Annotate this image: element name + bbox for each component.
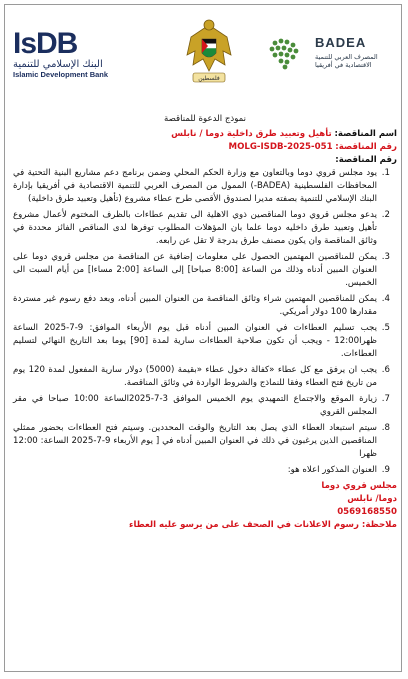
tender-notice [13, 113, 397, 532]
doc-subtitle: نموذج الدعوة للمناقصة [163, 114, 247, 124]
isdb-arabic-name: البنك الإسلامي للتنمية [13, 59, 103, 70]
council-name: مجلس قروي دوما [321, 481, 397, 491]
isdb-english-name: Islamic Development Bank [13, 70, 109, 79]
badea-map-icon [263, 33, 307, 73]
isdb-logo [13, 27, 133, 79]
list-item: 5. يجب تسليم العطاءات في العنوان المبين أدناه قبل يوم الأربعاء الموافق: 9-7-2025 الساعة ظهرا12:00 - ويجب أن تكون صلاحية العطاءات سارية لمدة [90] يوما بعد التاريخ النهائي لتسليم العطاءات. [13, 322, 379, 361]
isdb-abbrev: IsDB [13, 27, 78, 60]
tender-number-label: رقم المناقصة: [335, 142, 397, 152]
tender-number-line-2 [13, 154, 397, 167]
list-item: 4. يمكن للمناقصين المهتمين شراء وثائق المناقصة من العنوان المبين أدناه، وبعد دفع رسوم غير مستردة مقدارها 100 دولار أمريكي. [13, 293, 379, 319]
tender-number-value: MOLG-ISDB-2025-051 [228, 142, 333, 152]
tender-name-value: تأهيل وتعبيد طرق داخلية دوما / نابلس [171, 129, 332, 139]
emblem-caption: فلسطين [198, 75, 220, 82]
list-item: 7. زيارة الموقع والاجتماع التمهيدي يوم الخميس الموافق 3-7-2025الساعة 10:00 صباحا في مقر المجلس القروي [13, 393, 379, 419]
header [5, 5, 403, 113]
list-item: 6. يجب ان يرفق مع كل عطاء «كفالة دخول عطاء «بقيمة (5000) دولار سارية المفعول لمدة 120 يوم من تاريخ فتح العطاء وفقا للنماذج والشروط الواردة في وثائق المناقصة. [13, 364, 379, 390]
palestine-emblem-icon [181, 15, 237, 89]
list-item: 8. سيتم استبعاد العطاء الذي يصل بعد التاريخ والوقت المحددين. وسيتم فتح العطاءات بحضور ممثلي المناقصين الذين يرغبون في ذلك في العنوان المبين أدناه في [ يوم الأربعاء 9-7-2025 الساعة: 12:00 ظهرا [13, 422, 379, 461]
list-item: 1. يود مجلس قروي دوما وبالتعاون مع وزارة الحكم المحلي وضمن برنامج دعم مشاريع البنية التحتية في المحافظات الفلسطينية (BADEA-) الممول من المصرف العربي للتنمية الاقتصادية في أفريقيا بإدارة البنك الإسلامي للتنمية بصفته مديرا لصندوق الأقصى طرح عطاء مشروع (تأهيل وتعبيد طرق داخلية) [13, 167, 379, 206]
badea-logo [263, 29, 393, 89]
tender-name-line [13, 128, 397, 141]
fees-note: ملاحظة: رسوم الاعلانات في الصحف على من يرسو عليه العطاء [129, 520, 397, 530]
tender-items-list [13, 167, 397, 477]
list-item: 2. يدعو مجلس قروي دوما المناقصين ذوي الاهلية الى تقديم عطاءات بالظرف المختوم لأعمال مشروع تأهيل وتعبيد طرق داخليه دوما علما بان المؤهلات المطلوب توفرها لدى المناقص الفائز محددة في وثائق المناقصة وان يكون مصنف طرق بدرجة لا تقل عن رابعه. [13, 209, 379, 248]
badea-arabic-name: المصرف العربي للتنمية الاقتصادية في أفريقيا [315, 53, 378, 69]
tender-number-label-2: رقم المناقصة: [335, 155, 397, 165]
council-location: دوما/ نابلس [347, 494, 397, 504]
council-phone: 0569168550 [337, 507, 397, 517]
document-page [4, 4, 402, 672]
tender-name-label: اسم المناقصة: [334, 129, 397, 139]
list-item: 9. العنوان المذكور اعلاه هو: [13, 464, 379, 477]
tender-number-line [13, 141, 397, 154]
list-item: 3. يمكن للمناقصين المهتمين الحصول على معلومات إضافية عن المناقصة من مجلس قروي دوما على العنوان المبين أدناه وذلك من الساعة [8:00 صباحا] إلى الساعة [2:00 مساءا] من أيام السبت الى الخميس. [13, 251, 379, 290]
badea-name: BADEA [315, 35, 367, 50]
